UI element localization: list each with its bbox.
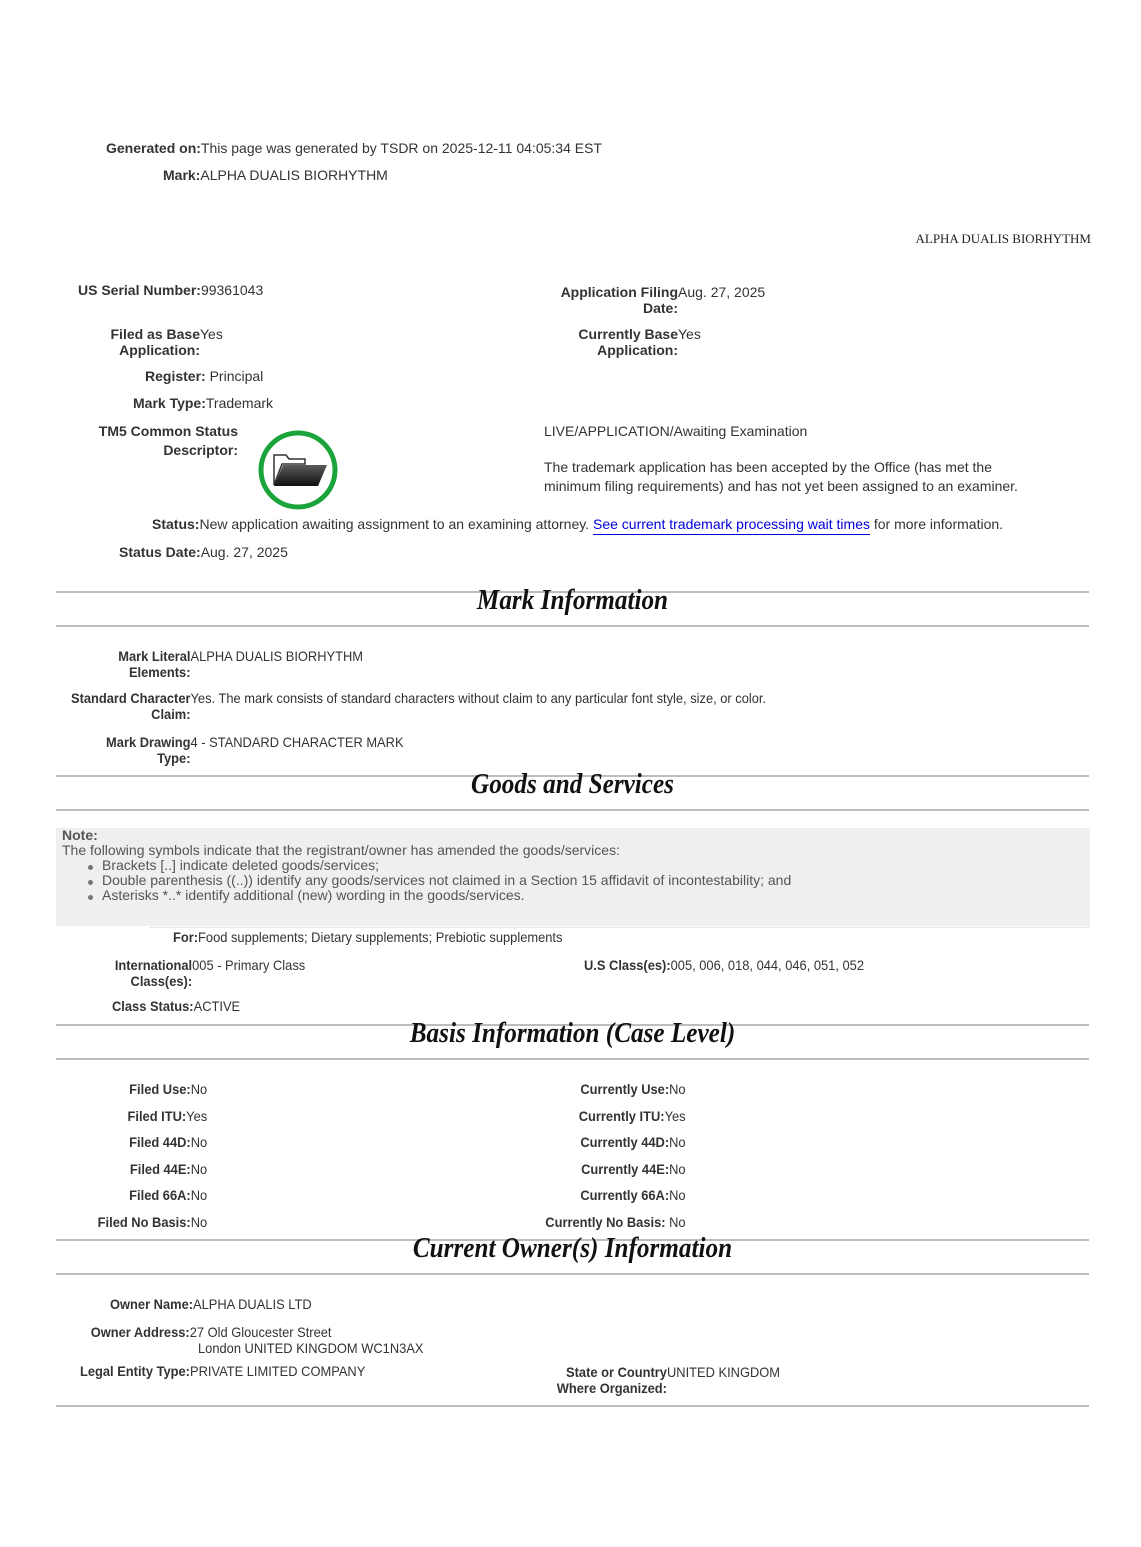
- status-date-value: Aug. 27, 2025: [200, 544, 288, 560]
- owner-address-line2: London UNITED KINGDOM WC1N3AX: [198, 1340, 424, 1356]
- mark-drawing-label-line2: Type:: [157, 750, 191, 766]
- state-country-row: [540, 1364, 780, 1396]
- basis-value: No: [669, 1187, 686, 1204]
- filing-date-label: [520, 284, 678, 316]
- filing-date-row: [520, 284, 765, 316]
- standard-character-label-line1: Standard Character: [70, 690, 191, 706]
- international-class-label: [90, 957, 192, 989]
- basis-item-filed-use: [60, 1081, 207, 1108]
- status-text: New application awaiting assignment to an examining attorney.: [199, 516, 590, 532]
- note-item: [102, 888, 1090, 903]
- basis-label: Filed No Basis:: [97, 1213, 191, 1230]
- owner-address-row: [60, 1324, 423, 1356]
- basis-item-currently-66a: [520, 1187, 686, 1214]
- basis-label: Currently Use:: [580, 1081, 670, 1097]
- mark-type-value: Trademark: [205, 395, 274, 411]
- owner-address-value: [190, 1324, 424, 1356]
- open-folder-icon: [257, 429, 339, 511]
- status-text-after: for more information.: [873, 516, 1004, 532]
- currently-base-row: [520, 326, 701, 358]
- basis-value: Yes: [664, 1107, 686, 1124]
- tm5-label-line2: Descriptor:: [163, 442, 238, 458]
- owner-address-line1: 27 Old Gloucester Street: [189, 1324, 332, 1340]
- divider: [150, 927, 1090, 928]
- tm5-status-description: The trademark application has been accepted by the Office (has met the minimum filing requirements) and has not yet been assigned to an examiner.: [544, 459, 1018, 494]
- tm5-status-icon: [257, 429, 339, 511]
- filed-as-base-label-line1: Filed as Base: [110, 326, 200, 342]
- basis-item-currently-44d: [520, 1134, 686, 1161]
- basis-value: Yes: [186, 1107, 208, 1124]
- basis-label: Filed 66A:: [129, 1187, 191, 1204]
- register-value: Principal: [209, 368, 264, 384]
- class-status-value: ACTIVE: [193, 998, 241, 1014]
- mark-literal-label-line1: Mark Literal: [118, 648, 191, 664]
- legal-entity-label: Legal Entity Type:: [80, 1363, 190, 1379]
- filed-basis-column: [60, 1081, 207, 1241]
- note-heading: Note:: [62, 827, 98, 843]
- filed-as-base-row: [60, 326, 223, 358]
- tm5-status-code: LIVE/APPLICATION/Awaiting Examination: [544, 423, 808, 439]
- basis-label: Currently 66A:: [580, 1187, 670, 1204]
- standard-character-label-line2: Claim:: [151, 706, 191, 722]
- basis-value: No: [190, 1134, 208, 1151]
- international-class-value: 005 - Primary Class: [192, 957, 306, 973]
- basis-item-filed-itu: [60, 1108, 207, 1135]
- mark-drawing-label: [70, 734, 191, 766]
- note-intro: The following symbols indicate that the registrant/owner has amended the goods/services:: [62, 842, 620, 858]
- filing-date-value: Aug. 27, 2025: [678, 284, 766, 300]
- mark-literal-row: [70, 648, 363, 680]
- class-status-row: [112, 998, 240, 1014]
- basis-item-filed-66a: [60, 1187, 207, 1214]
- basis-label: Currently 44E:: [581, 1160, 670, 1177]
- mark-literal-label-line2: Elements:: [128, 664, 191, 680]
- divider: [56, 1058, 1089, 1060]
- standard-character-row: [70, 690, 766, 722]
- note-item: [102, 873, 1090, 888]
- mark-row: [163, 167, 388, 183]
- currently-base-label-line2: Application:: [597, 342, 678, 358]
- mark-literal-value: ALPHA DUALIS BIORHYTHM: [190, 648, 364, 664]
- basis-label: Currently 44D:: [580, 1134, 670, 1151]
- currently-base-label-line1: Currently Base: [578, 326, 678, 342]
- basis-item-currently-44e: [520, 1161, 686, 1188]
- filing-date-label-line1: Application Filing: [560, 284, 678, 300]
- basis-information-heading: Basis Information (Case Level): [409, 1018, 736, 1049]
- state-country-label-line2: Where Organized:: [556, 1380, 667, 1396]
- mark-drawing-value: 4 - STANDARD CHARACTER MARK: [190, 734, 404, 750]
- class-status-label: Class Status:: [112, 998, 194, 1014]
- owner-information-heading: Current Owner(s) Information: [412, 1233, 733, 1264]
- currently-basis-column: [520, 1081, 686, 1241]
- note-item-text: Asterisks *..* identify additional (new) wording in the goods/services.: [102, 887, 525, 903]
- basis-label: Filed ITU:: [127, 1107, 187, 1124]
- legal-entity-value: PRIVATE LIMITED COMPANY: [189, 1363, 366, 1379]
- owner-name-row: [110, 1296, 312, 1312]
- for-row: [173, 929, 562, 945]
- mark-drawing-row: [70, 734, 404, 766]
- basis-label: Filed 44E:: [129, 1160, 191, 1177]
- us-class-value: 005, 006, 018, 044, 046, 051, 052: [670, 957, 864, 973]
- mark-value: ALPHA DUALIS BIORHYTHM: [200, 167, 388, 183]
- basis-value: No: [665, 1213, 686, 1230]
- status-row: [152, 516, 1003, 532]
- basis-value: No: [669, 1081, 686, 1097]
- mark-label: Mark:: [163, 167, 201, 183]
- international-class-label-line2: Class(es):: [130, 973, 193, 989]
- serial-number-value: 99361043: [200, 282, 264, 298]
- amendment-note: [56, 828, 1090, 926]
- wait-times-link[interactable]: See current trademark processing wait times: [593, 516, 870, 535]
- us-class-row: [584, 957, 864, 973]
- status-date-row: [119, 544, 288, 560]
- mark-literal-label: [70, 648, 191, 680]
- tm5-label: [60, 422, 238, 460]
- note-item-text: Double parenthesis ((..)) identify any goods/services not claimed in a Section 15 affidavit of incontestability; and: [102, 872, 792, 888]
- serial-number-row: [78, 282, 263, 298]
- basis-value: No: [190, 1213, 208, 1230]
- for-value: Food supplements; Dietary supplements; Prebiotic supplements: [198, 929, 563, 945]
- tm5-label-line1: TM5 Common Status: [98, 423, 238, 439]
- state-country-label: [540, 1364, 667, 1396]
- basis-label: Filed 44D:: [129, 1134, 191, 1151]
- note-item: [102, 858, 1090, 873]
- note-list: [56, 858, 1090, 903]
- register-label: Register:: [145, 368, 206, 384]
- basis-value: No: [190, 1081, 208, 1097]
- divider: [56, 625, 1089, 627]
- filing-date-label-line2: Date:: [642, 300, 678, 316]
- basis-item-currently-use: [520, 1081, 686, 1108]
- bullet-icon: [88, 895, 93, 900]
- divider: [56, 809, 1089, 811]
- filed-as-base-label: [60, 326, 200, 358]
- bullet-icon: [88, 880, 93, 885]
- currently-base-label: [520, 326, 678, 358]
- legal-entity-row: [80, 1363, 365, 1379]
- generated-on-label: Generated on:: [106, 140, 201, 156]
- basis-label: Currently ITU:: [578, 1107, 665, 1124]
- basis-value: No: [190, 1187, 208, 1204]
- standard-character-value: Yes. The mark consists of standard characters without claim to any particular font style, size, or color.: [190, 690, 767, 706]
- us-class-label: U.S Class(es):: [584, 957, 671, 973]
- state-country-label-line1: State or Country: [566, 1364, 667, 1380]
- status-date-label: Status Date:: [119, 544, 201, 560]
- basis-label: Filed Use:: [129, 1081, 191, 1097]
- divider: [56, 1273, 1089, 1275]
- bullet-icon: [88, 865, 93, 870]
- basis-item-filed-44d: [60, 1134, 207, 1161]
- basis-value: No: [669, 1160, 686, 1177]
- serial-number-label: US Serial Number:: [78, 282, 201, 298]
- state-country-value: UNITED KINGDOM: [666, 1364, 781, 1380]
- mark-type-label: Mark Type:: [133, 395, 206, 411]
- mark-type-row: [133, 395, 273, 411]
- basis-item-currently-itu: [520, 1108, 686, 1135]
- generated-on-value: This page was generated by TSDR on 2025-12-11 04:05:34 EST: [200, 140, 602, 156]
- international-class-label-line1: International: [114, 957, 193, 973]
- mark-information-heading: Mark Information: [476, 585, 669, 616]
- basis-label: Currently No Basis:: [545, 1213, 666, 1230]
- generated-on-row: [106, 140, 602, 156]
- basis-value: No: [190, 1160, 208, 1177]
- owner-address-label: Owner Address:: [90, 1324, 190, 1340]
- for-label: For:: [173, 929, 199, 945]
- filed-as-base-value: Yes: [200, 326, 223, 342]
- international-class-row: [90, 957, 305, 989]
- basis-item-filed-44e: [60, 1161, 207, 1188]
- divider: [56, 1405, 1089, 1407]
- basis-value: No: [669, 1134, 686, 1151]
- status-label: Status:: [152, 516, 200, 532]
- currently-base-value: Yes: [678, 326, 701, 342]
- owner-name-label: Owner Name:: [110, 1296, 194, 1312]
- register-row: [145, 368, 263, 384]
- mark-image: ALPHA DUALIS BIORHYTHM: [915, 231, 1091, 246]
- filed-as-base-label-line2: Application:: [119, 342, 200, 358]
- owner-name-value: ALPHA DUALIS LTD: [193, 1296, 312, 1312]
- standard-character-label: [70, 690, 191, 722]
- mark-drawing-label-line1: Mark Drawing: [106, 734, 191, 750]
- note-item-text: Brackets [..] indicate deleted goods/services;: [102, 857, 380, 873]
- goods-services-heading: Goods and Services: [470, 769, 674, 800]
